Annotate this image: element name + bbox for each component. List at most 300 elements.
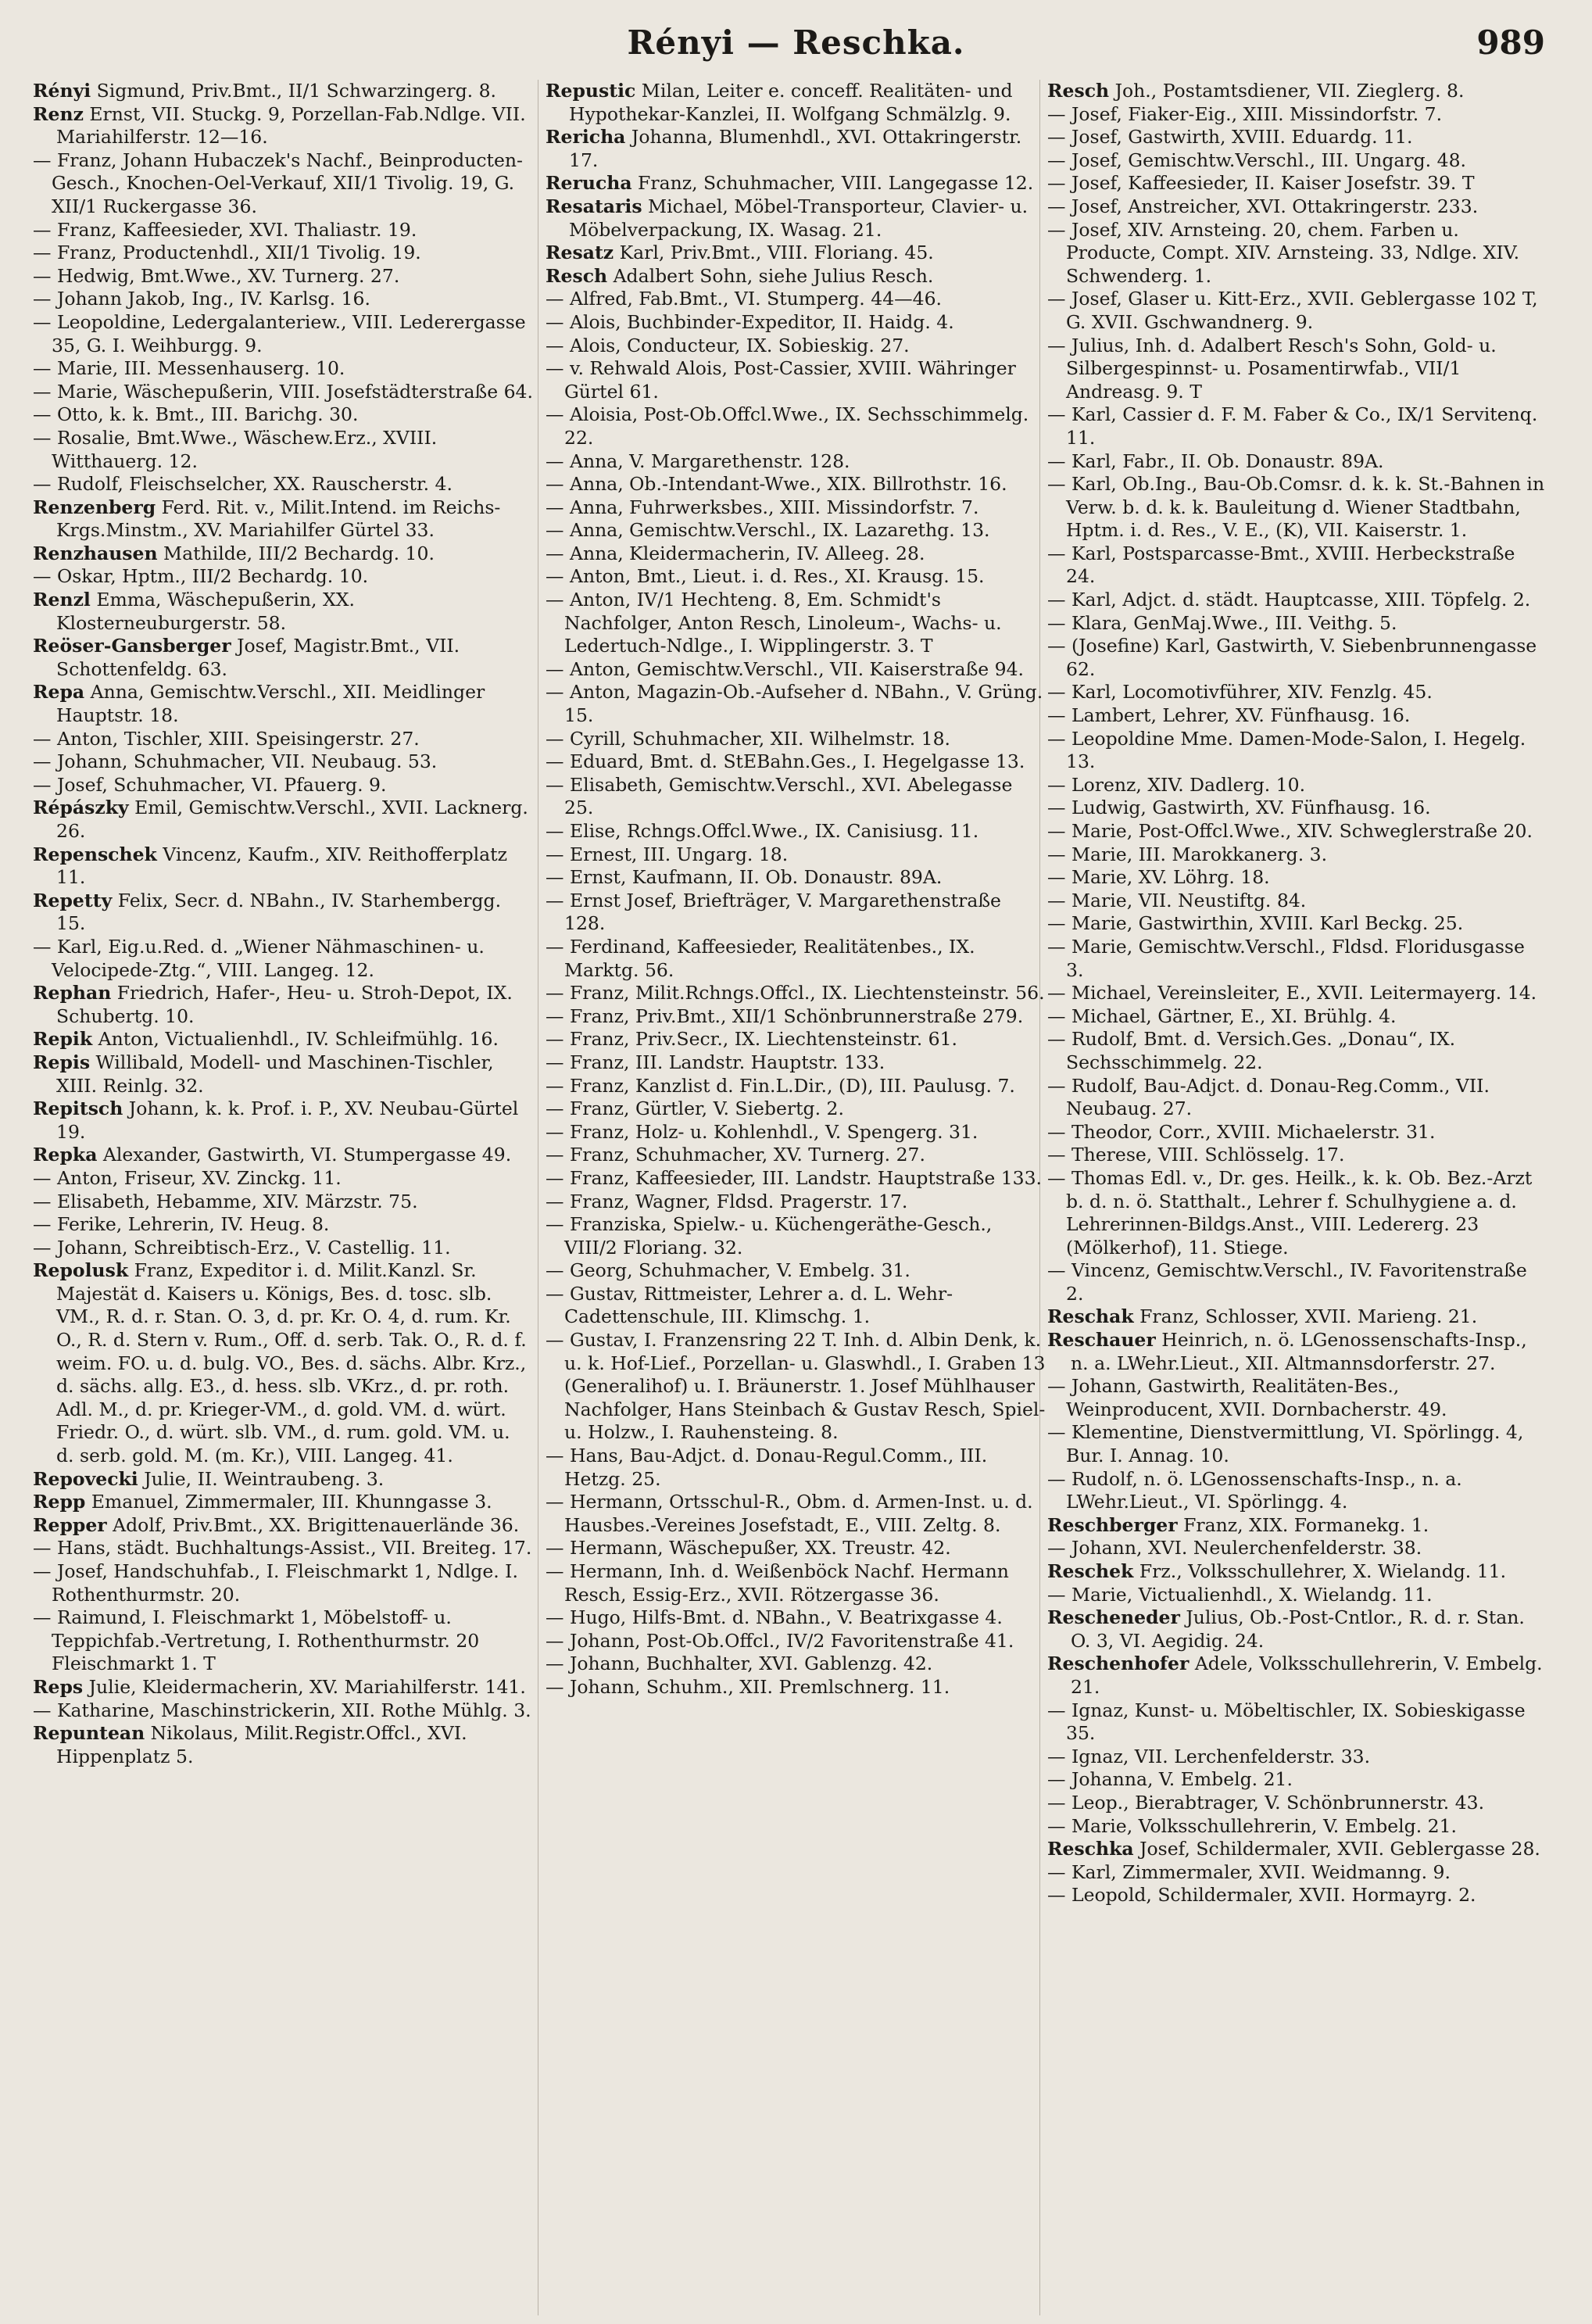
entry-details: — Elisabeth, Hebamme, XIV. Märzstr. 75. (33, 1190, 418, 1212)
entry-details: — Gustav, I. Franzensring 22 T. Inh. d. Albin Denk, k. u. k. Hof-Lief., Porzellan- u. Glaswhdl., I. Graben 13 (Generalihof) u. I. Bräunerstr. 1. Josef Mühlhauser Nachfolger, Hans Steinbach & Gustav Resch, Spiel- u. Holzw., I. Rauhensteing. 8. (546, 1329, 1046, 1444)
entry-surname: Repitsch (33, 1098, 123, 1120)
entry-details: — Karl, Adjct. d. städt. Hauptcasse, XIII. Töpfelg. 2. (1047, 589, 1531, 611)
directory-sub-entry (546, 890, 1046, 936)
entry-details: Adolf, Priv.Bmt., XX. Brigittenauerlände 36. (106, 1513, 520, 1536)
entry-details: — Leop., Bierabtrager, V. Schönbrunnerstr. 43. (1047, 1791, 1485, 1814)
entry-details: Josef, Magistr.Bmt., VII. Schottenfeldg. 63. (56, 635, 460, 680)
directory-sub-entry (1047, 1861, 1547, 1885)
directory-sub-entry (546, 1606, 1046, 1630)
directory-entry (33, 80, 533, 103)
entry-details: — Franziska, Spielw.- u. Küchengeräthe-Gesch., VIII/2 Floriang. 32. (546, 1213, 993, 1259)
directory-sub-entry (1047, 1468, 1547, 1514)
directory-sub-entry (1047, 1121, 1547, 1144)
entry-surname: Resatz (546, 242, 614, 264)
entry-details: — Josef, XIV. Arnsteing. 20, chem. Farben u. Producte, Compt. XIV. Arnsteing. 33, Ndlge. XIV. Schwenderg. 1. (1047, 218, 1520, 287)
entry-details: Franz, Schuhmacher, VIII. Langegasse 12. (631, 172, 1034, 195)
directory-sub-entry (33, 357, 533, 381)
directory-sub-entry (546, 982, 1046, 1005)
entry-details: — Anna, Ob.-Intendant-Wwe., XIX. Billrothstr. 16. (546, 473, 1007, 496)
column-right (1047, 80, 1547, 1907)
entry-details: — Anna, V. Margarethenstr. 128. (546, 449, 850, 472)
entry-details: Johann, k. k. Prof. i. P., XV. Neubau-Gürtel 19. (56, 1098, 519, 1143)
entry-details: Johanna, Blumenhdl., XVI. Ottakringerstr. 17. (569, 126, 1022, 171)
entry-details: — Alfred, Fab.Bmt., VI. Stumperg. 44—46. (546, 288, 943, 310)
entry-details: — Michael, Vereinsleiter, E., XVII. Leitermayerg. 14. (1047, 982, 1537, 1004)
entry-details: — Therese, VIII. Schlösselg. 17. (1047, 1144, 1345, 1166)
directory-sub-entry (546, 403, 1046, 449)
directory-sub-entry (546, 1144, 1046, 1167)
entry-surname: Repenschek (33, 843, 157, 865)
directory-sub-entry (33, 1237, 533, 1260)
directory-sub-entry (1047, 774, 1547, 797)
directory-entry (33, 1468, 533, 1491)
directory-sub-entry (1047, 797, 1547, 820)
directory-sub-entry (546, 1259, 1046, 1283)
directory-entry (1047, 1606, 1547, 1653)
entry-details: Felix, Secr. d. NBahn., IV. Starhembergg. 15. (56, 889, 502, 935)
directory-sub-entry (1047, 1421, 1547, 1467)
entry-details: Michael, Möbel-Transporteur, Clavier- u. Möbelverpackung, IX. Wasag. 21. (569, 195, 1029, 241)
directory-sub-entry (546, 866, 1046, 890)
page-header (0, 23, 1592, 78)
entry-details: — Josef, Schuhmacher, VI. Pfauerg. 9. (33, 773, 387, 796)
entry-details: — Johann Jakob, Ing., IV. Karlsg. 16. (33, 288, 370, 310)
entry-surname: Reschauer (1047, 1329, 1156, 1352)
directory-entry (33, 543, 533, 566)
directory-entry (33, 1028, 533, 1051)
directory-sub-entry (33, 1537, 533, 1560)
directory-entry (33, 103, 533, 149)
directory-sub-entry (1047, 335, 1547, 404)
entry-details: — Ferdinand, Kaffeesieder, Realitätenbes., IX. Marktg. 56. (546, 935, 975, 981)
directory-entry (33, 589, 533, 635)
directory-sub-entry (33, 288, 533, 311)
entry-surname: Repuntean (33, 1722, 145, 1745)
entry-details: — Ernst, Kaufmann, II. Ob. Donaustr. 89A. (546, 866, 943, 889)
entry-details: — Marie, III. Messenhauserg. 10. (33, 357, 345, 380)
directory-sub-entry (33, 728, 533, 751)
entry-details: — Franz, Kaffeesieder, XVI. Thaliastr. 19. (33, 218, 417, 241)
directory-sub-entry (33, 403, 533, 427)
directory-entry (1047, 1560, 1547, 1584)
entry-details: — Anton, Bmt., Lieut. i. d. Res., XI. Krausg. 15. (546, 565, 985, 588)
entry-details: — Alois, Buchbinder-Expeditor, II. Haidg. 4. (546, 310, 954, 333)
directory-entry (546, 265, 1046, 288)
entry-details: — Johann, Gastwirth, Realitäten-Bes., Weinproducent, XVII. Dornbacherstr. 49. (1047, 1375, 1447, 1420)
entry-details: — Josef, Glaser u. Kitt-Erz., XVII. Geblergasse 102 T, G. XVII. Gschwandnerg. 9. (1047, 288, 1538, 333)
directory-sub-entry (546, 658, 1046, 682)
directory-sub-entry (546, 1098, 1046, 1121)
directory-sub-entry (546, 335, 1046, 358)
directory-sub-entry (546, 774, 1046, 820)
entry-details: — Klara, GenMaj.Wwe., III. Veithg. 5. (1047, 611, 1397, 634)
entry-surname: Repper (33, 1513, 107, 1536)
entry-details: — Rudolf, Bau-Adjct. d. Donau-Reg.Comm., VII. Neubaug. 27. (1047, 1074, 1490, 1120)
directory-entry (33, 1491, 533, 1514)
entry-details: — Karl, Locomotivführer, XIV. Fenzlg. 45. (1047, 681, 1433, 704)
entry-surname: Resataris (546, 195, 642, 217)
entry-details: — Anton, Magazin-Ob.-Aufseher d. NBahn., V. Grüng. 15. (546, 681, 1043, 727)
entry-details: — Johann, Post-Ob.Offcl., IV/2 Favoritenstraße 41. (546, 1629, 1014, 1652)
directory-sub-entry (1047, 936, 1547, 982)
directory-sub-entry (546, 1630, 1046, 1653)
directory-entry (33, 982, 533, 1028)
entry-details: Frz., Volksschullehrer, X. Wielandg. 11. (1133, 1560, 1507, 1582)
entry-details: Franz, Schlosser, XVII. Marieng. 21. (1133, 1305, 1478, 1328)
directory-sub-entry (1047, 1537, 1547, 1560)
entry-surname: Resch (546, 264, 608, 287)
entry-details: — Ernst Josef, Briefträger, V. Margarethenstraße 128. (546, 889, 1001, 935)
entry-details: — Oskar, Hptm., III/2 Bechardg. 10. (33, 565, 369, 588)
directory-sub-entry (546, 936, 1046, 982)
entry-surname: Repetty (33, 889, 113, 911)
entry-details: — Franz, Holz- u. Kohlenhdl., V. Spengerg. 31. (546, 1120, 978, 1143)
entry-details: Franz, Expeditor i. d. Milit.Kanzl. Sr. Majestät d. Kaisers u. Königs, Bes. d. tosc. slb. VM., R. d. r. Stan. O. 3, d. pr. Kr. O. 4, d. rum. Kr. O., R. d. Stern v. Rum., Off. d. serb. Tak. O., R. d. f. weim. FO. u. d. bulg. VO., Bes. d. sächs. Albr. Krz., d. sächs. allg. E3., d. hess. slb. VKrz., d. pr. roth. Adl. M., d. pr. Krieger-VM., d. gold. VM. d. würt. Friedr. O., d. würt. slb. VM., d. rum. gold. VM. u. d. serb. gold. M. (m. Kr.), VIII. Langeg. 41. (56, 1259, 527, 1467)
entry-surname: Repp (33, 1491, 86, 1513)
directory-sub-entry (33, 936, 533, 982)
directory-sub-entry (546, 496, 1046, 520)
directory-sub-entry (546, 357, 1046, 403)
directory-sub-entry (546, 820, 1046, 843)
directory-entry (33, 1144, 533, 1167)
directory-sub-entry (1047, 1815, 1547, 1839)
entry-details: — Franz, Kanzlist d. Fin.L.Dir., (D), III. Paulusg. 7. (546, 1074, 1015, 1097)
entry-details: — Josef, Kaffeesieder, II. Kaiser Josefstr. 39. T (1047, 172, 1475, 195)
directory-entry (33, 1676, 533, 1699)
entry-details: — Rudolf, n. ö. LGenossenschafts-Insp., n. a. LWehr.Lieut., VI. Spörlingg. 4. (1047, 1467, 1462, 1513)
entry-details: Julie, II. Weintraubeng. 3. (138, 1467, 385, 1490)
entry-details: — Rudolf, Fleischselcher, XX. Rauscherstr. 4. (33, 473, 453, 496)
directory-sub-entry (1047, 589, 1547, 612)
entry-surname: Renz (33, 102, 84, 125)
entry-details: — Anton, IV/1 Hechteng. 8, Em. Schmidt's Nachfolger, Anton Resch, Linoleum-, Wachs- u. Ledertuch-Ndlge., I. Wipplingerstr. 3. T (546, 589, 1002, 657)
entry-details: — Hermann, Inh. d. Weißenböck Nachf. Hermann Resch, Essig-Erz., XVII. Rötzergasse 36. (546, 1560, 1009, 1606)
directory-entry (33, 1098, 533, 1144)
entry-surname: Renzenberg (33, 496, 156, 518)
entry-details: — Franz, Wagner, Fldsd. Pragerstr. 17. (546, 1190, 908, 1212)
entry-details: Alexander, Gastwirth, VI. Stumpergasse 49. (97, 1144, 512, 1166)
entry-details: — Karl, Cassier d. F. M. Faber & Co., IX/1 Servitenq. 11. (1047, 403, 1538, 449)
entry-details: — Aloisia, Post-Ob.Offcl.Wwe., IX. Sechsschimmelg. 22. (546, 403, 1029, 449)
directory-entry (546, 172, 1046, 195)
directory-entry (33, 496, 533, 543)
entry-details: — Josef, Handschuhfab., I. Fleischmarkt 1, Ndlge. I. Rothenthurmstr. 20. (33, 1560, 518, 1606)
entry-details: — Hermann, Wäschepußer, XX. Treustr. 42. (546, 1537, 951, 1559)
entry-details: — v. Rehwald Alois, Post-Cassier, XVIII. Währinger Gürtel 61. (546, 357, 1016, 403)
directory-sub-entry (1047, 1167, 1547, 1259)
entry-details: — Eduard, Bmt. d. StEBahn.Ges., I. Hegelgasse 13. (546, 750, 1025, 773)
entry-details: — Franz, Schuhmacher, XV. Turnerg. 27. (546, 1144, 925, 1166)
directory-entry (546, 126, 1046, 172)
directory-entry (33, 1722, 533, 1768)
entry-details: Nikolaus, Milit.Registr.Offcl., XVI. Hippenplatz 5. (56, 1722, 467, 1767)
entry-details: Julius, Ob.-Post-Cntlor., R. d. r. Stan. O. 3, VI. Aegidig. 24. (1071, 1606, 1525, 1652)
directory-sub-entry (33, 750, 533, 774)
entry-surname: Resch (1047, 80, 1110, 102)
entry-surname: Renzl (33, 589, 91, 611)
directory-entry (33, 1259, 533, 1467)
entry-details: — Ferike, Lehrerin, IV. Heug. 8. (33, 1213, 330, 1236)
entry-details: — Josef, Gemischtw.Verschl., III. Ungarg. 48. (1047, 149, 1466, 171)
entry-details: Willibald, Modell- und Maschinen-Tischler, XIII. Reinlg. 32. (56, 1051, 494, 1097)
entry-details: Franz, XIX. Formanekg. 1. (1177, 1513, 1429, 1536)
entry-details: Emanuel, Zimmermaler, III. Khunngasse 3. (85, 1491, 492, 1513)
entry-details: — Franz, Gürtler, V. Siebertg. 2. (546, 1098, 844, 1120)
directory-sub-entry (546, 1653, 1046, 1676)
directory-sub-entry (33, 1560, 533, 1606)
entry-details: — Anton, Gemischtw.Verschl., VII. Kaiserstraße 94. (546, 657, 1025, 680)
entry-details: Anna, Gemischtw.Verschl., XII. Meidlinger Hauptstr. 18. (56, 681, 485, 727)
entry-details: — Marie, III. Marokkanerg. 3. (1047, 843, 1328, 865)
entry-details: — Elisabeth, Gemischtw.Verschl., XVI. Abelegasse 25. (546, 773, 1013, 819)
entry-details: — Franz, Johann Hubaczek's Nachf., Beinproducten-Gesch., Knochen-Oel-Verkauf, XII/1 Tivolig. 19, G. XII/1 Ruckergasse 36. (33, 149, 523, 217)
running-head: Rényi — Reschka. (627, 23, 965, 62)
entry-details: — Anton, Friseur, XV. Zinckg. 11. (33, 1166, 342, 1189)
directory-sub-entry (546, 450, 1046, 474)
directory-sub-entry (1047, 103, 1547, 127)
entry-surname: Rescheneder (1047, 1606, 1180, 1629)
directory-sub-entry (546, 728, 1046, 751)
entry-details: — Rudolf, Bmt. d. Versich.Ges. „Donau“, IX. Sechsschimmelg. 22. (1047, 1028, 1456, 1073)
entry-details: — Marie, Post-Offcl.Wwe., XIV. Schweglerstraße 20. (1047, 820, 1533, 842)
entry-surname: Reschak (1047, 1305, 1134, 1328)
entry-surname: Reschek (1047, 1560, 1134, 1582)
entry-details: Karl, Priv.Bmt., VIII. Floriang. 45. (614, 242, 934, 264)
directory-sub-entry (1047, 195, 1547, 219)
entry-details: — Anton, Tischler, XIII. Speisingerstr. 27. (33, 727, 420, 750)
entry-surname: Reschenhofer (1047, 1653, 1190, 1675)
entry-details: — Franz, Priv.Secr., IX. Liechtensteinstr. 61. (546, 1028, 958, 1051)
directory-sub-entry (33, 149, 533, 219)
entry-details: Sigmund, Priv.Bmt., II/1 Schwarzingerg. 8. (91, 80, 497, 102)
entry-details: — Vincenz, Gemischtw.Verschl., IV. Favoritenstraße 2. (1047, 1259, 1527, 1305)
entry-details: — Johann, Schuhm., XII. Premlschnerg. 11. (546, 1675, 950, 1698)
entry-details: — Cyrill, Schuhmacher, XII. Wilhelmstr. 18. (546, 727, 951, 750)
entry-details: — Marie, VII. Neustiftg. 84. (1047, 889, 1307, 911)
directory-sub-entry (33, 774, 533, 797)
directory-entry (33, 635, 533, 681)
page-number: 989 (1476, 23, 1545, 62)
entry-details: — Johann, Buchhalter, XVI. Gablenzg. 42. (546, 1653, 933, 1675)
entry-details: — Marie, XV. Löhrg. 18. (1047, 866, 1270, 889)
entry-details: Friedrich, Hafer-, Heu- u. Stroh-Depot, IX. Schubertg. 10. (56, 982, 513, 1027)
entry-surname: Reschka (1047, 1838, 1134, 1860)
entry-details: — Franz, III. Landstr. Hauptstr. 133. (546, 1051, 885, 1073)
directory-sub-entry (546, 311, 1046, 335)
directory-sub-entry (546, 1676, 1046, 1699)
directory-sub-entry (33, 265, 533, 288)
directory-sub-entry (546, 1075, 1046, 1098)
entry-details: — Hedwig, Bmt.Wwe., XV. Turnerg. 27. (33, 264, 400, 287)
directory-sub-entry (1047, 543, 1547, 589)
directory-sub-entry (1047, 728, 1547, 774)
entry-details: — Lambert, Lehrer, XV. Fünfhausg. 16. (1047, 704, 1411, 727)
entry-details: — Ludwig, Gastwirth, XV. Fünfhausg. 16. (1047, 797, 1431, 819)
directory-sub-entry (546, 1167, 1046, 1191)
directory-sub-entry (546, 1121, 1046, 1144)
entry-details: Ferd. Rit. v., Milit.Intend. im Reichs-Krgs.Minstm., XV. Mariahilfer Gürtel 33. (56, 496, 501, 542)
entry-details: — Michael, Gärtner, E., XI. Brühlg. 4. (1047, 1004, 1397, 1027)
directory-sub-entry (1047, 681, 1547, 704)
directory-sub-entry (1047, 612, 1547, 636)
directory-sub-entry (33, 1699, 533, 1723)
directory-entry (33, 843, 533, 890)
directory-sub-entry (546, 1329, 1046, 1445)
directory-sub-entry (1047, 1768, 1547, 1792)
directory-sub-entry (546, 288, 1046, 311)
column-middle (546, 80, 1046, 1699)
entry-surname: Répászky (33, 797, 129, 819)
entry-surname: Reöser-Gansberger (33, 635, 231, 657)
directory-sub-entry (33, 381, 533, 404)
directory-sub-entry (546, 1560, 1046, 1606)
entry-details: — Hugo, Hilfs-Bmt. d. NBahn., V. Beatrixgasse 4. (546, 1606, 1003, 1629)
directory-sub-entry (546, 750, 1046, 774)
entry-details: — Johann, Schreibtisch-Erz., V. Castellig. 11. (33, 1236, 451, 1259)
entry-details: Anton, Victualienhdl., IV. Schleifmühlg. 16. (92, 1028, 499, 1051)
directory-sub-entry (1047, 1028, 1547, 1074)
entry-surname: Repka (33, 1144, 98, 1166)
entry-details: — Leopold, Schildermaler, XVII. Hormayrg. 2. (1047, 1884, 1476, 1907)
entry-surname: Repolusk (33, 1259, 129, 1282)
directory-sub-entry (33, 565, 533, 589)
entry-details: — Alois, Conducteur, IX. Sobieskig. 27. (546, 334, 910, 356)
directory-sub-entry (1047, 843, 1547, 867)
directory-sub-entry (546, 1028, 1046, 1051)
entry-details: — Josef, Anstreicher, XVI. Ottakringerstr. 233. (1047, 195, 1479, 217)
entry-surname: Repa (33, 681, 85, 704)
entry-surname: Reps (33, 1675, 84, 1698)
entry-details: — Theodor, Corr., XVIII. Michaelerstr. 31. (1047, 1120, 1436, 1143)
entry-details: — Franz, Kaffeesieder, III. Landstr. Hauptstraße 133. (546, 1166, 1043, 1189)
entry-details: — Georg, Schuhmacher, V. Embelg. 31. (546, 1259, 910, 1282)
directory-sub-entry (546, 1537, 1046, 1560)
directory-sub-entry (546, 473, 1046, 496)
entry-details: — Franz, Productenhdl., XII/1 Tivolig. 19. (33, 242, 421, 264)
directory-sub-entry (33, 473, 533, 496)
entry-details: — Gustav, Rittmeister, Lehrer a. d. L. Wehr-Cadettenschule, III. Klimschg. 1. (546, 1282, 953, 1328)
directory-sub-entry (33, 1606, 533, 1676)
entry-surname: Repovecki (33, 1467, 138, 1490)
entry-details: — Katharine, Maschinstrickerin, XII. Rothe Mühlg. 3. (33, 1699, 531, 1721)
entry-details: — Karl, Fabr., II. Ob. Donaustr. 89A. (1047, 449, 1384, 472)
directory-sub-entry (546, 589, 1046, 658)
directory-sub-entry (546, 681, 1046, 727)
directory-sub-entry (546, 1051, 1046, 1075)
directory-entry (33, 681, 533, 727)
directory-sub-entry (1047, 149, 1547, 173)
directory-entry (33, 1051, 533, 1098)
entry-details: — Elise, Rchngs.Offcl.Wwe., IX. Canisiusg. 11. (546, 820, 979, 842)
entry-details: Adele, Volksschullehrerin, V. Embelg. 21. (1071, 1653, 1543, 1698)
directory-entry (1047, 1305, 1547, 1329)
directory-sub-entry (1047, 1144, 1547, 1167)
directory-sub-entry (1047, 126, 1547, 149)
entry-details: — Lorenz, XIV. Dadlerg. 10. (1047, 773, 1306, 796)
directory-entry (546, 242, 1046, 265)
entry-details: — Franz, Priv.Bmt., XII/1 Schönbrunnerstraße 279. (546, 1004, 1024, 1027)
directory-sub-entry (1047, 219, 1547, 288)
directory-sub-entry (546, 1283, 1046, 1329)
directory-entry (1047, 1838, 1547, 1861)
entry-details: — Hans, städt. Buchhaltungs-Assist., VII. Breiteg. 17. (33, 1537, 532, 1559)
entry-details: — Johann, XVI. Neulerchenfelderstr. 38. (1047, 1537, 1422, 1559)
entry-details: — Klementine, Dienstvermittlung, VI. Spörlingg. 4, Bur. I. Annag. 10. (1047, 1421, 1524, 1467)
entry-details: — Karl, Eig.u.Red. d. „Wiener Nähmaschinen- u. Velocipede-Ztg.“, VIII. Langeg. 12. (33, 935, 485, 981)
directory-sub-entry (33, 242, 533, 265)
directory-entry (33, 1514, 533, 1538)
entry-details: — Anna, Gemischtw.Verschl., IX. Lazarethg. 13. (546, 519, 990, 542)
entry-surname: Rerucha (546, 172, 632, 195)
entry-details: — Johanna, V. Embelg. 21. (1047, 1768, 1293, 1791)
entry-details: — Ignaz, VII. Lerchenfelderstr. 33. (1047, 1745, 1371, 1767)
entry-details: — Hans, Bau-Adjct. d. Donau-Regul.Comm., III. Hetzg. 25. (546, 1445, 988, 1490)
entry-details: — Josef, Fiaker-Eig., XIII. Missindorfstr. 7. (1047, 102, 1443, 125)
entry-details: Ernst, VII. Stuckg. 9, Porzellan-Fab.Ndlge. VII. Mariahilferstr. 12—16. (56, 102, 526, 149)
directory-entry (33, 890, 533, 936)
entry-details: — Ignaz, Kunst- u. Möbeltischler, IX. Sobieskigasse 35. (1047, 1699, 1526, 1745)
directory-sub-entry (546, 519, 1046, 543)
entry-details: Josef, Schildermaler, XVII. Geblergasse 28. (1133, 1838, 1540, 1860)
directory-sub-entry (1047, 1259, 1547, 1305)
entry-details: — Rosalie, Bmt.Wwe., Wäschew.Erz., XVIII. Witthauerg. 12. (33, 426, 438, 472)
entry-details: — Marie, Gemischtw.Verschl., Fldsd. Floridusgasse 3. (1047, 935, 1525, 981)
entry-details: Vincenz, Kaufm., XIV. Reithofferplatz 11. (56, 843, 507, 889)
entry-details: — Karl, Zimmermaler, XVII. Weidmanng. 9. (1047, 1860, 1451, 1883)
directory-sub-entry (546, 565, 1046, 589)
directory-sub-entry (1047, 1792, 1547, 1815)
entry-details: — Josef, Gastwirth, XVIII. Eduardg. 11. (1047, 126, 1413, 149)
directory-entry (546, 195, 1046, 242)
entry-details: Emil, Gemischtw.Verschl., XVII. Lacknerg. 26. (56, 797, 528, 842)
directory-sub-entry (1047, 450, 1547, 474)
directory-sub-entry (1047, 1005, 1547, 1029)
entry-details: Heinrich, n. ö. LGenossenschafts-Insp., n. a. LWehr.Lieut., XII. Altmannsdorferstr. 27. (1071, 1329, 1527, 1374)
directory-sub-entry (1047, 1746, 1547, 1769)
column-left (33, 80, 533, 1768)
directory-entry (1047, 80, 1547, 103)
entry-details: — Franz, Milit.Rchngs.Offcl., IX. Liechtensteinstr. 56. (546, 982, 1045, 1004)
entry-details: — Marie, Volksschullehrerin, V. Embelg. 21. (1047, 1814, 1458, 1837)
directory-sub-entry (33, 1213, 533, 1237)
entry-surname: Repustic (546, 80, 636, 102)
entry-details: — Leopoldine Mme. Damen-Mode-Salon, I. Hegelg. 13. (1047, 727, 1526, 773)
entry-details: — Leopoldine, Ledergalanteriew., VIII. Lederergasse 35, G. I. Weihburgg. 9. (33, 310, 526, 356)
directory-sub-entry (546, 843, 1046, 867)
directory-sub-entry (1047, 1699, 1547, 1746)
entry-details: Milan, Leiter e. conceff. Realitäten- und Hypothekar-Kanzlei, II. Wolfgang Schmälzlg. 9. (569, 80, 1013, 125)
directory-sub-entry (546, 1191, 1046, 1214)
directory-sub-entry (1047, 403, 1547, 449)
directory-sub-entry (1047, 912, 1547, 936)
directory-sub-entry (1047, 635, 1547, 681)
entry-details: — Johann, Schuhmacher, VII. Neubaug. 53. (33, 750, 438, 773)
entry-details: Emma, Wäschepußerin, XX. Klosterneuburgerstr. 58. (56, 589, 355, 634)
entry-details: — (Josefine) Karl, Gastwirth, V. Siebenbrunnengasse 62. (1047, 635, 1537, 680)
entry-details: — Hermann, Ortsschul-R., Obm. d. Armen-Inst. u. d. Hausbes.-Vereines Josefstadt, E., VIII. Zeltg. 8. (546, 1491, 1033, 1536)
directory-sub-entry (1047, 866, 1547, 890)
directory-entry (546, 80, 1046, 126)
directory-sub-entry (1047, 1584, 1547, 1607)
directory-sub-entry (1047, 1884, 1547, 1907)
directory-sub-entry (1047, 982, 1547, 1005)
directory-sub-entry (546, 1491, 1046, 1537)
entry-details: — Anna, Fuhrwerksbes., XIII. Missindorfstr. 7. (546, 496, 979, 518)
entry-details: — Julius, Inh. d. Adalbert Resch's Sohn, Gold- u. Silbergespinnst- u. Posamentirwfab., VII/1 Andreasg. 9. T (1047, 334, 1497, 403)
directory-entry (1047, 1329, 1547, 1375)
entry-details: — Otto, k. k. Bmt., III. Barichg. 30. (33, 403, 359, 426)
directory-sub-entry (1047, 704, 1547, 728)
